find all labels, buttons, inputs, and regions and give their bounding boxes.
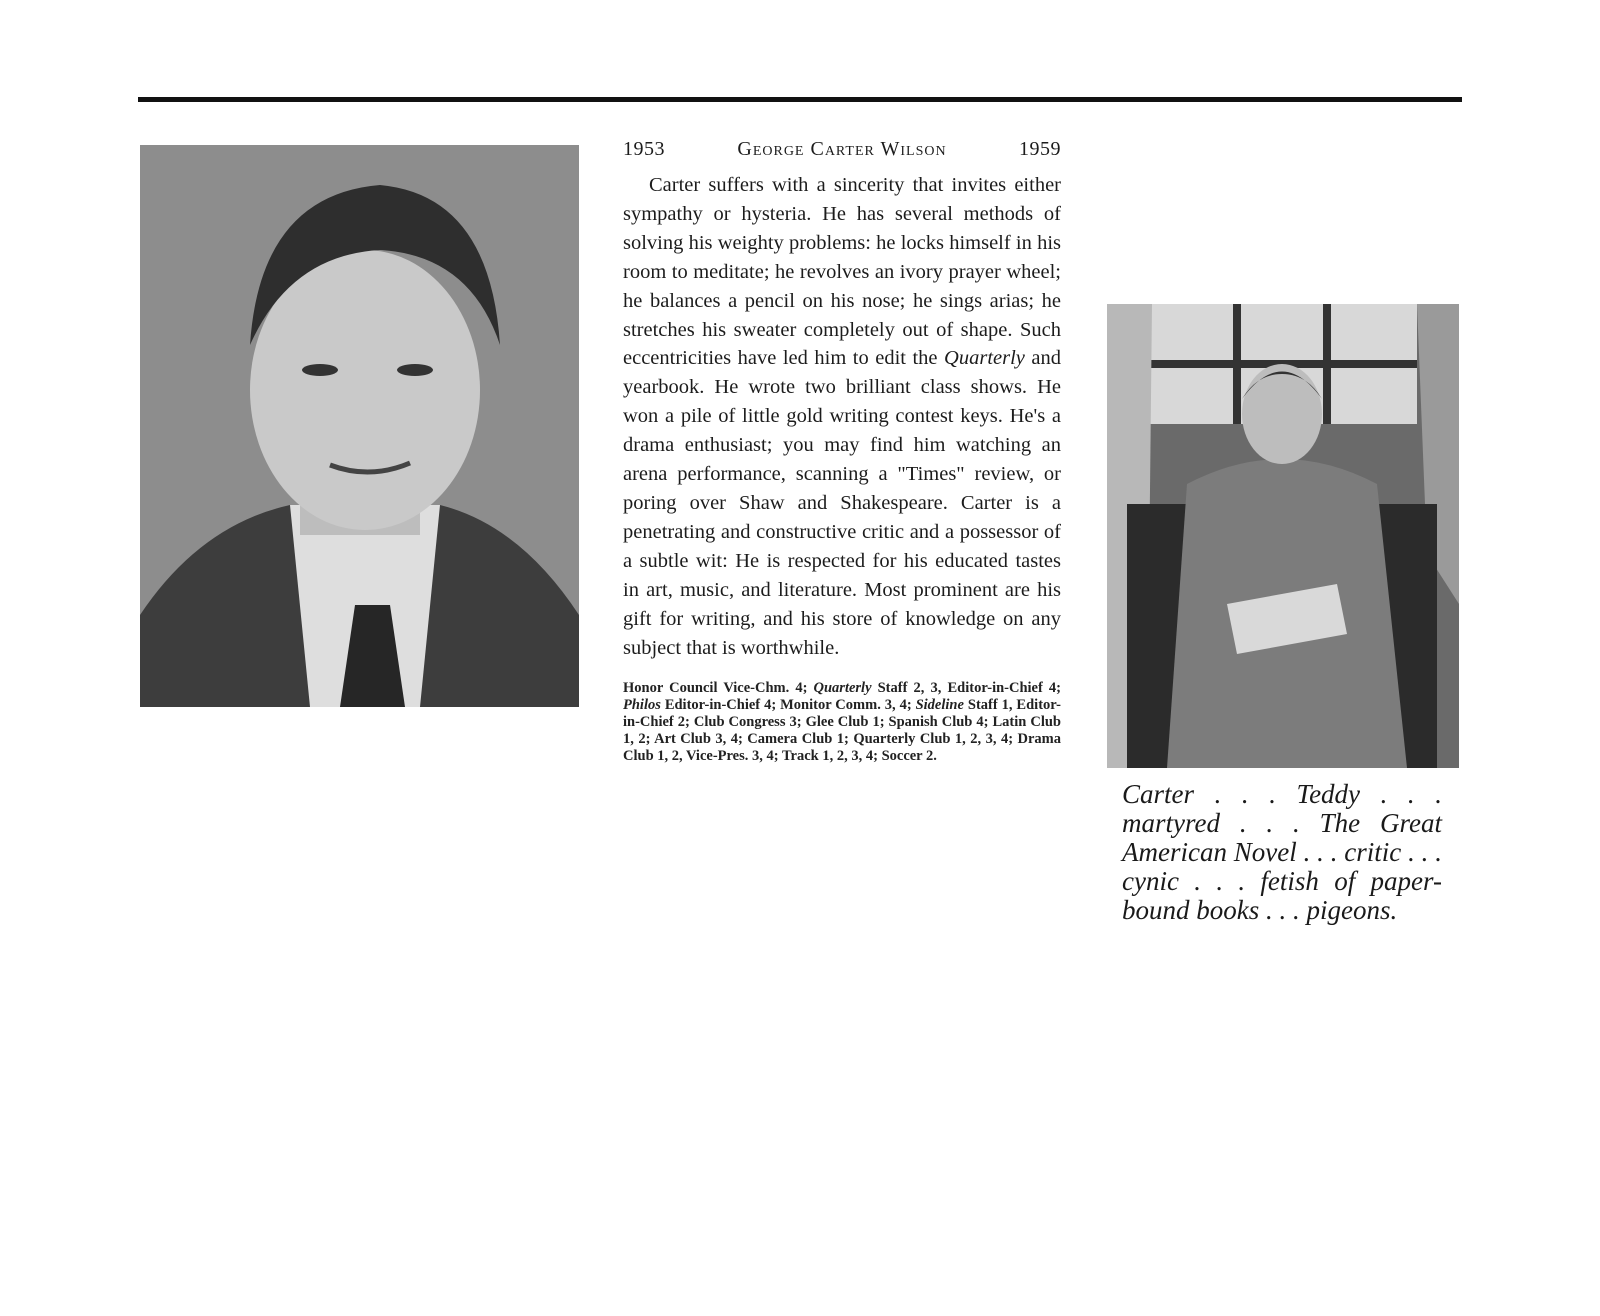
activities-list (623, 680, 1061, 765)
top-rule (138, 97, 1462, 102)
biography (623, 171, 1061, 662)
activities-part-2: Staff 2, 3, Editor-in-Chief 4; (871, 680, 1062, 697)
bio-italic-quarterly: Quarterly (944, 347, 1025, 370)
portrait-photo (140, 145, 579, 707)
candid-photo (1107, 304, 1459, 768)
year-end: 1959 (1018, 138, 1061, 160)
bio-part-1: Carter suffers with a sincerity that invites either sympathy or hysteria. He has several methods of solving his weighty problems: he locks himself in his room to meditate; he revolves an ivory prayer wheel; he balances a pencil on his nose; he sings arias; he stretches his sweater completely out of shape. Such eccentricities have led him to edit the (623, 174, 1061, 370)
activities-italic-2: Philos (623, 697, 661, 714)
photo-caption: Carter . . . Teddy . . . martyred . . . The Great American Novel . . . critic . . . cynic . . . fetish of paper-bound books . . . pigeons. (1122, 779, 1442, 925)
student-name: George Carter Wilson (737, 138, 947, 160)
activities-part-4: Staff 1, Editor-in-Chief 2; Club Congress 3; Glee Club 1; Spanish Club 4; Latin Club 1, 2; Art Club 3, 4; Camera Club 1; Quarterly Club 1, 2, 3, 4; Drama Club 1, 2, Vice-Pres. 3, 4; Track 1, 2, 3, 4; Soccer 2. (623, 697, 1061, 765)
activities-italic-3: Sideline (915, 697, 964, 714)
entry-header (623, 138, 1061, 161)
activities-part-1: Honor Council Vice-Chm. 4; (623, 680, 814, 697)
bio-part-2: and yearbook. He wrote two brilliant class shows. He won a pile of little gold writing contest keys. He's a drama enthusiast; you may find him watching an arena performance, scanning a "Times" review, or poring over Shaw and Shakespeare. Carter is a penetrating and constructive critic and a possessor of a subtle wit: He is respected for his educated tastes in art, music, and literature. Most prominent are his gift for writing, and his store of knowledge on any subject that is worthwhile. (623, 347, 1061, 659)
text-column (623, 138, 1061, 765)
activities-italic-1: Quarterly (813, 680, 872, 697)
year-start: 1953 (623, 138, 665, 160)
activities-part-3: Editor-in-Chief 4; Monitor Comm. 3, 4; (660, 697, 916, 714)
